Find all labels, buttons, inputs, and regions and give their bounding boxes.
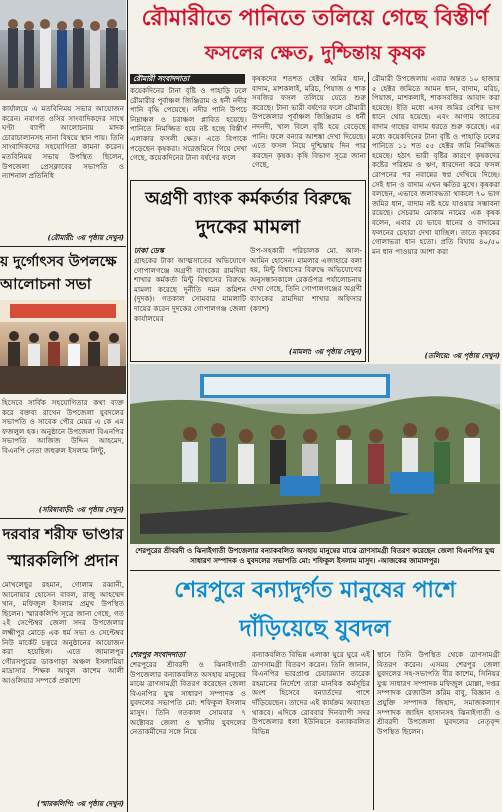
relief-headline-1: শেরপুরে বন্যাদুর্গত মানুষের পাশে	[174, 578, 456, 603]
left-top-continued: (রৌমারী: ৩য় পৃষ্ঠায় দেখুন)	[47, 234, 124, 242]
bank-headline-2: দুদকের মামলা	[195, 216, 301, 238]
relief-col2: বন্যাকবলিত বিভিন্ন এলাকা ঘুরে ঘুরে এই ত্রাণসামগ্রী বিতরণ করেন। তিনি জানান, বিএনপির ভারপ্রাপ্ত চেয়ারম্যান তারেক রহমানের নির্দেশে তারা মানবিক কর্মসূচির অংশ হিসেবে বন্যার্তদের পাশে দাঁড়িয়েছেন। তাদের এই কার্যক্রম অব্যাহত থাকবে। এদিকে রোববার দিনব্যাপী সদর উপজেলার ধলা ইউনিয়নে বন্যাকবলিত বিভিন্ন	[252, 650, 370, 736]
durga-text: হিসেবে সার্বিক সহযোগিতার কথা ব্যক্ত করে বক্তব্য রাখেন উপজেলা যুবদলের সভাপতি ও সাবেক পৌর মেয়র এ কে এম ফজলুল হক। অনুষ্ঠানে উপজেলা বিএনপির সভাপতি আজিজ উদ্দিন আহমেদ, বিএনপি নেতা জহুরুল ইসলাম লিন্টু,	[2, 398, 124, 455]
group-photo-figures	[0, 0, 126, 100]
flood-col3: রৌমারী উপজেলায় এবার অন্তত ১০ হাজার ৫ হেক্টর জমিতে আমন ধান, বাদাম, মরিচ, পিয়াজ, মাশকলাই, শাকসবজির আবাদ করা হয়েছে। ইতি মধ্যে এসব জমির বেশির ভাগ ধানে থোর হয়েছে। এবং আগাম জাতের বাদাম গাছের বাদাম ধরতে শুরু করেছে। এর মধ্যে কয়েকদিনের টানা বৃষ্টি ও পাহাড়ি ঢলের পানিতে ১১ শত ৫৫ হেক্টর জমি নিমজ্জিত হয়েছে। হঠাৎ ভারী বৃষ্টির কারণে কৃষকদের কষ্টের পরিশ্রম ও ঋণ, ধারদেনা করে ফসল রোপনের পর নবান্নের স্বপ্ন দেখিয়ে দিচ্ছে। সেই ধান ও বাদাম এখন ক্ষতির মুখে। কৃষকরা বলছেন, এভাবে জলাবদ্ধতা থাকলে ৭০ ভাগ জমির ধান, বাদাম নষ্ট হয়ে যাওয়ার সম্ভাবনা রয়েছে। সেচরাম মোকাম নামের এক কৃষক বলেন, এবার যে ভাবে ধানের ও বাদামের ফলনের চেহারা দেখা যাচ্ছিল। তাতে কৃষকের গোলাভরা ধান হতো। প্রতি বিঘায় ৪০/৫০ মন ধান পাওয়ার আশা করা	[372, 74, 500, 256]
relief-photo-caption: শেরপুরের শ্রীবরদী ও ঝিনাইগাতী উপজেলার বন্যাকবলিত অসহায় মানুষের মাঝে ত্রাণসামগ্রী বিতরণ করেছেন জেলা বিএনপির যুগ্ম সাধারণ সম্পাদক ও যুবদলের সভাপতি মো: শফিকুল ইসলাম মাসুদ। -আজকের জামালপুর।	[135, 547, 495, 565]
relief-distribution-photo	[130, 364, 500, 544]
bank-continued: (মামলা: ৩য় পৃষ্ঠায় দেখুন)	[289, 348, 362, 356]
relief-headline-2: দাঁড়িয়েছে যুবদল	[239, 616, 391, 642]
durga-headline-1: য় দুর্গোৎসব উপলক্ষে	[0, 254, 117, 270]
group-photo-top-left	[0, 0, 126, 100]
relief-byline: শেরপুর সংবাদদাতা	[130, 650, 186, 659]
flood-continued: (তলিয়ে: ৩য় পৃষ্ঠায় দেখুন)	[424, 352, 500, 360]
flood-col2: কৃষকদের শতশত হেক্টর জমির ধান, বাদাম, মাশকলাই, মরিচ, পিয়াজ ও শাক সবজির ফসল তলিয়ে যেতে শুরু করেছে। টানা ভারী বর্ষণের ফলে রৌমারী উপজেলার পূর্বাঞ্চল জিঞ্জিরাম ও ধর্নী নদনদী, খাল বিলে বৃষ্টি হয়ে বেড়েছে পানি। ফলে বন্যার আশঙ্কা দেখা দিয়েছে। এতে ফসল নিয়ে দুশ্চিন্তায় দিন পার করছেন কৃষক। কৃষি বিভাগ সূত্রে জানা গেছে,	[252, 74, 366, 170]
darbar-text: মোখলেছুর রহমান, গোলাম রব্বানী, আনোয়ার হোসেন বাবল, রাজু আহম্মেদ খান, মফিজুল ইসলাম প্রমুখ উপস্থিত ছিলেন। স্মারকলিপি সূত্রে জানা গেছে, গত ২ই সেপ্টেম্বর জেলা সদর উপজেলার লক্ষ্মীপুর মোড়ে এক ধর্ম সভা ও সেপ্টেম্বর নিউ মার্কেট চত্বরে অনুষ্ঠানের আয়োজন করা হয়েছিল। এতে জামালপুর গৌরসপুরের ডাকগাড়া অঞ্চল ইসলামিয়া মাদ্রাসার শিক্ষক আবুল কাশেম আলী আওলিয়ার সম্পর্কে প্রকাশ্যে	[2, 580, 124, 685]
bank-col1: গ্রাহকের টাকা আত্মসাতের অভিযোগে গোপালগঞ্জে অগ্রণী ব্যাংকের রামদিয়া শাখার কর্মকর্তা মিন্টু বিশ্বাসের বিরুদ্ধে মামলা করেছে দুর্নীতি দমন কমিশন (দুদক)। গতকাল সোমবার মামলাটি দায়ের করেন দুদকের গোপালগঞ্জ জেলা কার্যালয়ের	[134, 256, 246, 323]
relief-col3: স্থানে তিনি উপস্থিত থেকে ত্রাণসামগ্রী বিতরণ করেন। এসময় শেরপুর জেলা যুবদলের সহ-সভাপতি বীর কাশেম, সিনিয়র যুগ্ম সাধারণ সম্পাদক মফিজুল মোল্লা, দপ্তর সম্পাদক রেজাউল করিম বাবু, বিজ্ঞান ও প্রযুক্তি সম্পাদক জিহাদ, সমাজকল্যাণ সম্পাদক জাহিদ হাসানসহ ঝিনাইগাতী ও শ্রীবরদী উপজেলা যুবদলের নেতৃবৃন্দ উপস্থিত ছিলেন।	[377, 650, 500, 736]
bank-headline-1: অগ্রণী ব্যাংক কর্মকর্তার বিরুদ্ধে	[145, 189, 351, 209]
bank-byline: ঢাকা ডেস্ক	[134, 246, 164, 255]
flood-col1: কয়েকদিনের টানা বৃষ্টি ও পাহাড়ি ঢলে রৌমারীর পুর্বাঞ্চল জিঞ্জিরাম ও ধর্নী নদীর পানি বৃদ্ধি পেয়েছে। নদীর পানি উপচে নিম্নাঞ্চল ও চরাঞ্চল প্লাবিত হয়েছে। পানিতে নিমজ্জিত হয়ে নষ্ট হচ্ছে বিস্তীর্ণ এলাকার ফসলী ক্ষেত। এতে বিপাকে পড়েছেন কৃষকরা। সরেজমিনে গিয়ে দেখা গেছে, কয়েকদিনের টানা বর্ষণের ফলে	[130, 86, 247, 163]
meeting-photo-scene	[0, 300, 126, 394]
relief-photo-scene	[130, 364, 500, 544]
relief-col1: শেরপুরের শ্রীবরদী ও ঝিনাইগাতী উপজেলার বন্যাকবলিত অসহায় মানুষের মাঝে ত্রাণসামগ্রী বিতরণ করেছেন জেলা বিএনপির যুগ্ম সাধারণ সম্পাদক ও যুবদলের সভাপতি মো: শফিকুল ইসলাম মাসুদ। তিনি গতকাল সোমবার ৭ অক্টোবর জেলা ও স্থানীয় যুবদলের নেতাকর্মীদের সঙ্গে নিয়ে	[130, 660, 246, 737]
durga-continued: (সরিষাবাড়ী: ৩য় পৃষ্ঠায় দেখুন)	[38, 506, 124, 514]
meeting-photo	[0, 300, 126, 394]
durga-headline-2: আলোচনা সভা	[0, 275, 92, 293]
darbar-continued: (স্মারকলিপি: ৩য় পৃষ্ঠায় দেখুন)	[36, 800, 124, 808]
flood-byline: রৌমারী সংবাদদাতা	[130, 74, 245, 84]
flood-headline-2: ফসলের ক্ষেত, দুশ্চিন্তায় কৃষক	[204, 42, 426, 64]
darbar-headline-2: স্মারকলিপি প্রদান	[7, 551, 119, 570]
darbar-headline-1: দরবার শরীফ ভাণ্ডার	[2, 525, 124, 543]
flood-headline-1: রৌমারীতে পানিতে তলিয়ে গেছে বিস্তীর্ণ	[141, 6, 489, 31]
bank-col2: উপ-সহকারী পরিচালক মো. আল-আমিন হোসেন। মামলার এজাহারে বলা হয়, মিন্টু বিশ্বাসের বিরুদ্ধে অভিযোগের অনুসন্ধানকালে রেকর্ডপত্র পর্যালোচনায় দেখা গেছে, তিনি গোপালগঞ্জের অগ্রণী ব্যাংকের রামদিয়া শাখার অফিসার (ক্যাশ)	[250, 246, 362, 313]
left-top-story-text: কার্যালয়ে এ মতবিনিময় সভার আয়োজন করেন। নবাগত ওসির সাংবাদিকদের সাথে ঘণ্টা ব্যাপী আলোচনায় মাদক চোরাচালানসহ নানা বিষয়ে স্থান পায়। তিনি সাংবাদিকদের সহযোগিতা কামনা করেন। মতবিনিময় সভায় উপস্থিত ছিলেন, উপজেলা প্রেসক্লাবের সভাপতি ও ন্যাশনাল প্রতিনিধি	[2, 104, 124, 181]
